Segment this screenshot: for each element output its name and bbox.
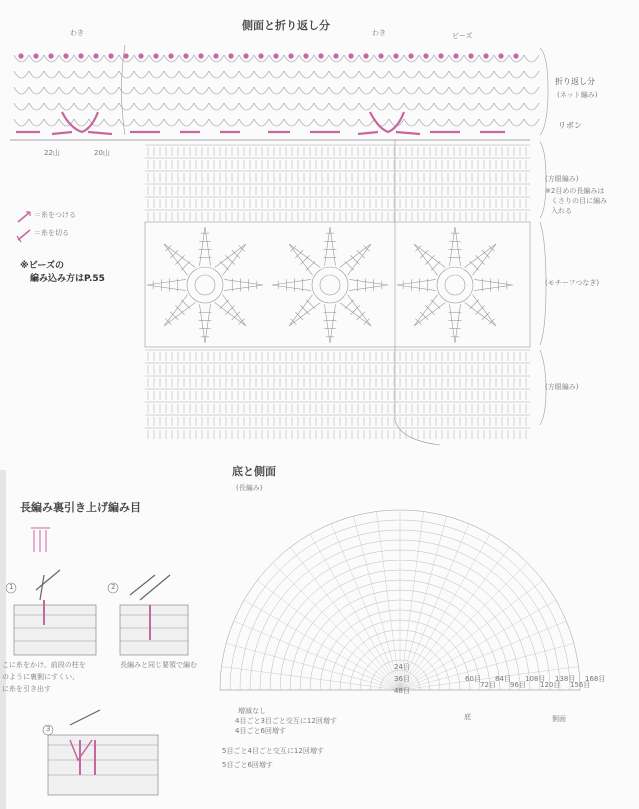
mesh-band-upper (145, 145, 530, 221)
stitch-count-label: 138目 (555, 675, 576, 683)
tricot-note-3: 入れる (551, 207, 572, 215)
fold-title-label: 折り返し分 (555, 77, 595, 86)
no-increase-label: 増減なし (238, 707, 266, 715)
tricot-label-1: (方眼編み) (545, 175, 579, 183)
technique-title: 長編み裏引き上げ編み目 (20, 501, 141, 514)
stitch-count-label: 156目 (570, 681, 591, 689)
stitch-count-label: 60目 (465, 675, 481, 683)
measure-left: 22山 (44, 149, 60, 157)
step1-text-2: のように裏側にすくい、 (2, 673, 79, 681)
bottom-title: 底と側面 (232, 465, 276, 478)
base-label: 底 (464, 713, 471, 721)
step1-text-1: こに糸をかけ、前段の柱を (2, 661, 86, 669)
step1-fabric (14, 605, 96, 655)
beads-label: ビーズ (452, 32, 473, 40)
stitch-count-label: 84目 (495, 675, 511, 683)
stitch-count-label: 168目 (585, 675, 606, 683)
tricot-note-2: くさりの目に編み (551, 197, 607, 205)
attach-yarn-icon (18, 212, 30, 222)
center-count-label: 36目 (394, 675, 410, 683)
measure-right: 20山 (94, 149, 110, 157)
step2-fabric (120, 605, 188, 655)
legend-icons (17, 212, 30, 242)
stitch-count-label: 108目 (525, 675, 546, 683)
increase-note-4: 5目ごと6回増す (222, 761, 273, 769)
mesh-band-lower (145, 350, 530, 439)
stitch-count-label: 96目 (510, 681, 526, 689)
step2-num: 2 (111, 583, 116, 591)
increase-note-1: 4目ごと3目ごと交互に12回増す (235, 717, 337, 725)
legend-cut: ＝糸を切る (34, 229, 69, 237)
waki-left-label: わき (70, 29, 84, 37)
step3-fabric (48, 735, 158, 795)
increase-note-3: 5目ごと4目ごと交互に12回増す (222, 747, 324, 755)
waki-right-label: わき (372, 29, 386, 37)
stitch-count-label: 120目 (540, 681, 561, 689)
right-brackets (540, 48, 548, 425)
beads-note-2: 編み込み方はP.55 (30, 274, 105, 284)
step1-text-3: に糸を引き出す (2, 685, 51, 693)
step3-num: 3 (46, 725, 51, 733)
ribbon-label: リボン (558, 121, 582, 130)
tricot-note-1: ※2目めの長編みは (545, 187, 605, 195)
cut-yarn-icon (18, 230, 30, 240)
connector-line (395, 140, 440, 445)
motif-band (145, 222, 530, 347)
step2-text: 長編みと同じ要領で編む (120, 661, 197, 669)
stitch-count-label: 72目 (480, 681, 496, 689)
fold-sub-label: (ネット編み) (557, 91, 598, 99)
increase-note-2: 4目ごと6回増す (235, 727, 286, 735)
net-stitch-band (14, 55, 539, 126)
left-bracket (122, 45, 126, 135)
top-title: 側面と折り返し分 (242, 19, 330, 32)
legend-attach: ＝糸をつける (34, 211, 76, 219)
stitch-symbol (31, 528, 50, 552)
beads-note-1: ※ビーズの (20, 261, 64, 271)
center-count-label: 24目 (394, 663, 410, 671)
center-count-label: 48目 (394, 687, 410, 695)
page-gutter (0, 470, 6, 809)
step1-num: 1 (9, 583, 14, 591)
bottom-sub: (長編み) (236, 484, 263, 492)
tricot-label-2: (方眼編み) (545, 383, 579, 391)
motif-label: (モチーフつなぎ) (545, 279, 600, 287)
side-label: 側面 (552, 715, 566, 723)
